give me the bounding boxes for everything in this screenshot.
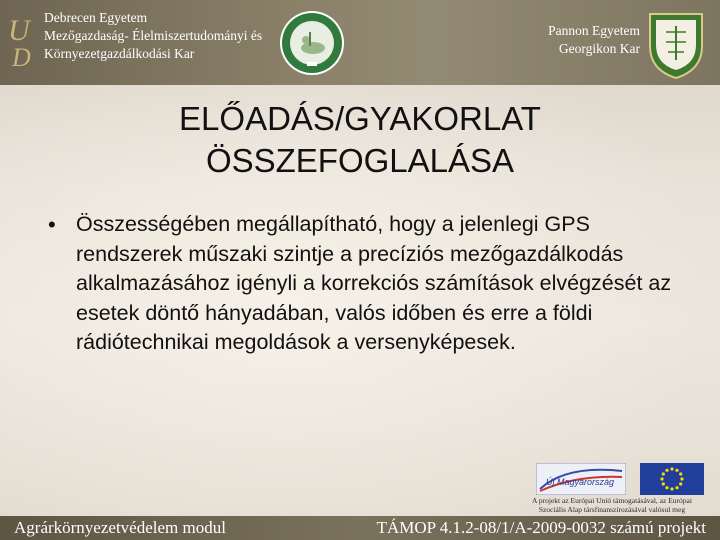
svg-text:D: D bbox=[12, 43, 31, 70]
university-seal-icon bbox=[279, 10, 345, 76]
eu-flag-icon bbox=[640, 463, 704, 495]
project-id: TÁMOP 4.1.2-08/1/A-2009-0032 számú projekt bbox=[376, 518, 706, 537]
bullet-text: Összességében megállapítható, hogy a jelenlegi GPS rendszerek műszaki szintje a precíziós mezőgazdálkodás alkalmazásához igényli a korrekciós számítások elvégzését az esetek döntő hányadában, valós időben és erre a földi rádiótechnikai megoldások a versenyképesek. bbox=[76, 212, 672, 354]
georgikon-shield-icon bbox=[642, 8, 710, 80]
debrecen-institution-name: Debrecen Egyetem Mezőgazdaság- Élelmiszertudományi és Környezetgazdálkodási Kar bbox=[44, 10, 263, 61]
pannon-institution-name: Pannon Egyetem Georgikon Kar bbox=[548, 23, 640, 56]
bullet-dot-icon: • bbox=[48, 212, 56, 237]
eu-funding-note: A projekt az Európai Unió támogatásával, az Európai Szociális Alap társfinanszírozásával valósul meg bbox=[532, 496, 692, 514]
module-name: Agrárkörnyezetvédelem modul bbox=[14, 518, 226, 537]
uj-magyarorszag-logo bbox=[536, 463, 626, 495]
slide-title: ELŐADÁS/GYAKORLAT ÖSSZEFOGLALÁSA bbox=[179, 100, 541, 179]
header-band bbox=[0, 0, 720, 85]
uj-magyarorszag-text: Új Magyarország bbox=[546, 477, 615, 487]
svg-text:U: U bbox=[8, 14, 30, 47]
footer-band bbox=[0, 516, 720, 540]
ud-logo-icon bbox=[6, 10, 40, 70]
